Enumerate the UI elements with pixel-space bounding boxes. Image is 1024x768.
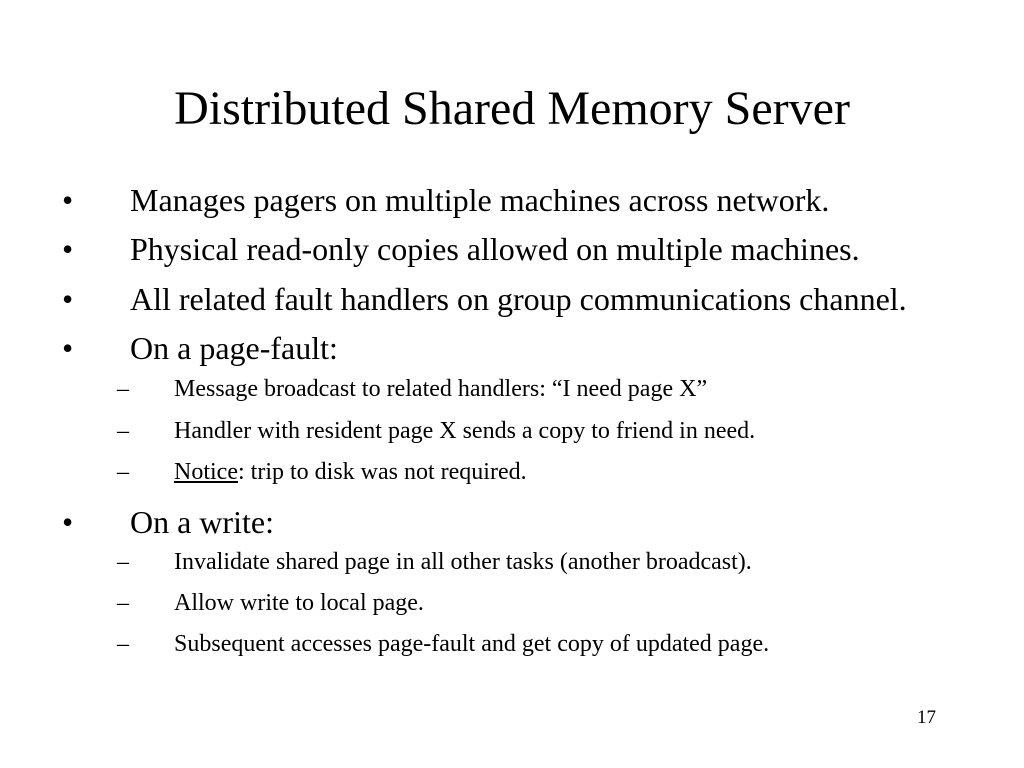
bullet-text: On a page-fault: bbox=[130, 330, 338, 366]
notice-emphasis: Notice bbox=[174, 459, 238, 485]
sub-bullet-text: Message broadcast to related handlers: “I need page X” bbox=[174, 376, 708, 402]
notice-text: : trip to disk was not required. bbox=[237, 459, 527, 485]
bullet-marker: • bbox=[62, 182, 74, 218]
bullet-text: Manages pagers on multiple machines across network. bbox=[130, 182, 830, 218]
sub-bullet-text bbox=[174, 457, 527, 487]
bullet-text: All related fault handlers on group communications channel. bbox=[130, 281, 907, 317]
bullet-marker: • bbox=[62, 504, 74, 540]
dash-marker: – bbox=[117, 590, 129, 616]
page-number: 17 bbox=[917, 707, 936, 728]
dash-marker: – bbox=[117, 631, 129, 657]
bullet-text: Physical read-only copies allowed on multiple machines. bbox=[130, 231, 860, 267]
sub-bullet-text: Invalidate shared page in all other tasks (another broadcast). bbox=[174, 549, 752, 575]
bullet-marker: • bbox=[62, 281, 74, 317]
sub-bullet-text: Handler with resident page X sends a copy to friend in need. bbox=[174, 418, 756, 444]
bullet-marker: • bbox=[62, 231, 74, 267]
bullet-text: On a write: bbox=[130, 504, 274, 540]
bullet-marker: • bbox=[62, 330, 74, 366]
slide-title: Distributed Shared Memory Server bbox=[174, 82, 850, 135]
dash-marker: – bbox=[117, 418, 129, 444]
sub-bullet-text: Allow write to local page. bbox=[174, 590, 424, 616]
dash-marker: – bbox=[117, 376, 129, 402]
dash-marker: – bbox=[117, 459, 129, 485]
dash-marker: – bbox=[117, 549, 129, 575]
sub-bullet-text: Subsequent accesses page-fault and get copy of updated page. bbox=[174, 631, 770, 657]
